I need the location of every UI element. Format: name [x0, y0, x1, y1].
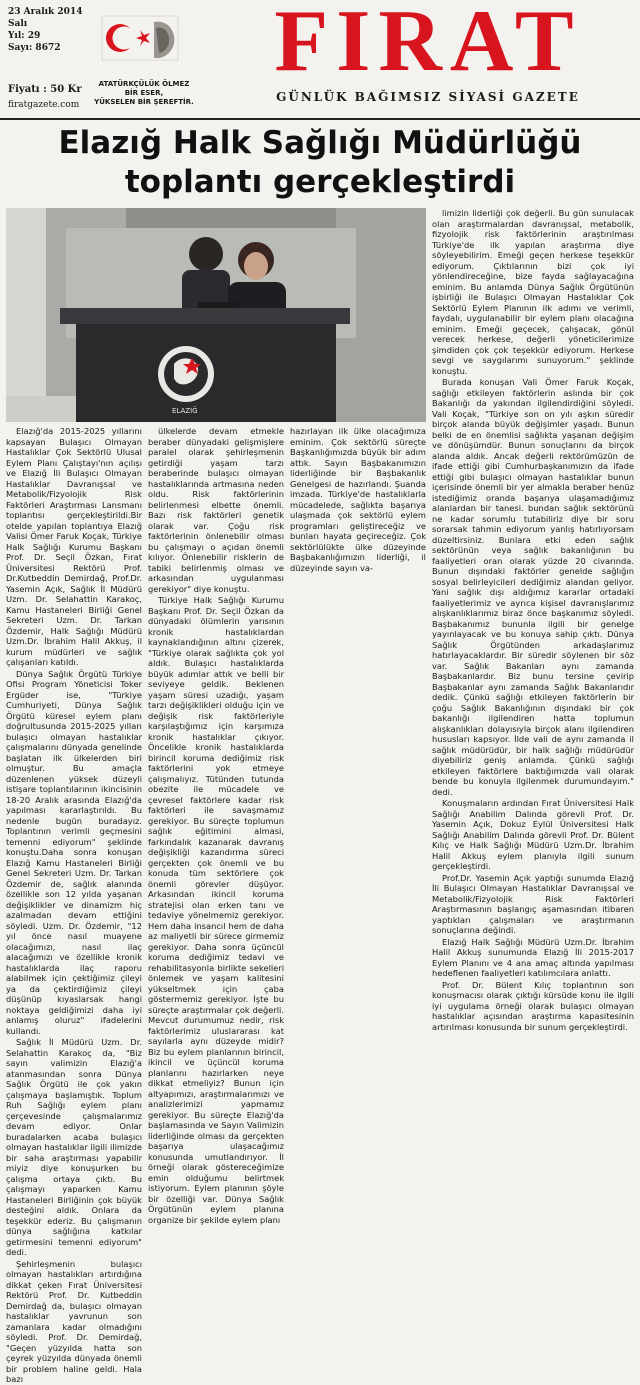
article-paragraph-continued: hazırlayan ilk ülke olacağımıza eminim. Çok sektörlü süreçte Başkanlığımızda büyük bir adım attık. Sayın Başbakanımızın liderliğinde bir Başbakanlık Genelgesi de hazırlandı. Şuanda imzada. Türkiye'de hastalıklarla mücadelede, sağlıkta başarıya ulaşmada çok sektörlü eylem programları geliştireceğiz ve bunları hayata geçireceğiz. Çok sektörlülükte ülke düzeyinde Başbakanlığımızın liderliği, il düzeyinde sayın va-	[290, 426, 426, 573]
article-paragraph: Elazığ'da 2015-2025 yıllarını kapsayan Bulaşıcı Olmayan Hastalıklar Çok Sektörlü Ulusal Eylem Planı Çalıştayı'nın açılışı ve Elazığ İli Bulaşıcı Olmayan Hastalıklar Davranışsal ve Metabolik/Fizyolojik Risk Faktörleri Araştırması Lansmanı toplantısı gerçekleştirildi.Bir otelde yapılan toplantıya Elazığ Valisi Ömer Faruk Koçak, Türkiye Halk Sağlığı Kurumu Başkanı Prof. Dr. Seçil Özkan, Fırat Üniversitesi Rektörü Prof. Dr.Kutbeddin Demirdağ, Prof.Dr. Yasemin Açık, Sağlık İl Müdürü Uzm. Dr. Selahattin Karakoç, Kamu Hastaneleri Birliği Genel Sekreteri Uzm. Dr. Tarkan Özdemir, Halk Sağlığı Müdürü Uzm.Dr. İbrahim Halil Akkuş, il kurum müdürleri ve sağlık çalışanları katıldı.	[6, 426, 142, 667]
issue-day: Salı	[8, 19, 28, 29]
masthead	[0, 0, 640, 120]
article-paragraph: Elazığ Halk Sağlığı Müdürü Uzm.Dr. İbrahim Halil Akkuş sunumunda Elazığ İli 2015-2017 Eylem Planını ve 4 ana amaç altında yapılması hedeflenen faaliyetleri katılımcılara anlattı.	[432, 936, 634, 978]
crescent-star-ataturk-logo	[92, 8, 188, 68]
issue-year: Yıl: 29	[8, 31, 41, 41]
headline-line: Elazığ Halk Sağlığı Müdürlüğü	[58, 125, 582, 161]
quote-line: ATATÜRKÇÜLÜK ÖLMEZ	[98, 80, 190, 88]
article-paragraph: Türkiye Halk Sağlığı Kurumu Başkanı Prof. Dr. Seçil Özkan da dünyadaki ölümlerin yarısının kronik hastalıklardan kaynaklandığının altını çizerek, "Türkiye olarak sağlıkta çok yol aldık. Bulaşıcı hastalıklarda büyük adımlar attık ve belli bir seviyeye geldik. Beklenen yaşam süresi uzadığı, yaşam tarzı değişiklikleri olduğu için ve değişik risk faktörleriyle karşılaştığımız için karşımıza kronik hastalıklar çıkıyor. Öncelikle kronik hastalıklarda birincil koruma dediğimiz risk faktörlerini yok etmeye çalışmalıyız. Tütünden tutunda obezite ile mücadele ve çevresel faktörlere kadar risk faktörleri ile savaşmamız gerekiyor. Bu süreçte toplumun sağlık eğitimini almasi, farkındalık kazanarak davranış değişikliği kazandırma süreci gerçekten çok önemli ve bu konuda tüm sektörlere çok önemli görevler düşüyor. Arkasından ikincil koruma stratejisi olan erken tanı ve tedaviye yönelmemiz gerekiyor. Hem daha insancıl hem de daha az maliyetli bir sürece girmemiz gerekiyor. Daha sonra üçüncül koruma dediğimiz tedavi ve rehabilitasyonla birlikte sekelleri önlemek ve yaşam kalitesini yükseltmek için çaba göstermemiz gerekiyor. İşte bu süreçte araştırmalar çok değerli. Mevcut durumumuz nedir, risk faktörlerimiz uluslararası kat sayılarla aynı düzeyde midir? Biz bu eylem planlarının birincil, ikincil ve üçüncül koruma planlarını hazırlarken neye dikkat etmeliyiz? Bunun için altyapımızı, araştırmalarımızı ve analizlerimizi yapmamız gerekiyor. Bu süreçte Elazığ'da başlamasında ve Sayın Valimizin liderliğinde olması da gerçekten başarıya ulaşacağımız konusunda umutlandırıyor. İl örneği olarak göstereceğimize emin olduğumu belirtmek istiyorum. Eylem planının şöyle bir özelliği var. Dünya Sağlık Örgütünün eylem planına organize bir şekilde eylem planı	[148, 595, 284, 1225]
issue-date: 23 Aralık 2014	[8, 7, 83, 17]
article-column-1	[6, 426, 142, 1384]
quote-line: BİR ESER,	[124, 89, 164, 97]
issue-info	[8, 6, 88, 54]
issue-number: Sayı: 8672	[8, 43, 61, 53]
article-paragraph: Burada konuşan Vali Ömer Faruk Koçak, sağlığı etkileyen faktörlerin aslında bir çok Bakanlığı da yakından ilgilendirdiğini söyledi. Vali Koçak, "Türkiye son on yılı aşkın süredir birçok alanda büyük değişimler yaşadı. Bunun belki de en önemlisi sağlıkta yaşanan değişim ve dönüşümdür. Bunun sonuçlarını da birçok alanda aldık. Ancak değerli rektörümüzün de ifade ettiği gibi Cumhurbaşkanımızın da ifade ettiği gibi bulaşıcı olmayan hastalıklar bunun içerisinde önemli bir yer almakla beraber henüz istediğimiz oranda başarıya ulaşamadığımız alanlardan bir tanesi. bundan sağlık sektörünü ne kadar sorumlu tutabiliriz diye bir soru sorarsak tahmin ediyorum yanlış hatırlıyorsam düzeltirsiniz. Bunlara etki eden sağlık sektörünün veya sağlık bakanlığının bu faaliyetleri oran olarak yüzde 20 civarında. Bunun dışındaki faktörler genelde sağlığın sosyal belirleyicileri dediğimiz alandan geliyor. Yani sağlık dışı aldığımız kararlar ortadaki faaliyetlerimiz ve ayrıca kişisel davranışlarımız alışkanlıklarımız biraz önce başkanımız söyledi. Başbakanımız bununla ilgili bir genelge yayınlayacak ve bu konuya sahip çıktı. Dünya Sağlık Örgütünden arkadaşlarımız hatırlayacaklardır. Bir süredir söylenen bir söz var. Sağlık Bakanları aynı zamanda Başbakanlardır. Biz bunu tersine çevirip Başbakanlar aynı zamanda Sağlık Bakanlarıdır dedik. Çünkü sağlığı etkileyen faktörlerin bir çoğu Sağlık Bakanlığının dışındaki bir çok bakanlığı ilgilendiren hatta toplumun alışkanlıkları dolayısıyla birçok alanı ilgilendiren hususları kapsıyor. İlde vali de aynı zamanda il sağlık müdürüdür, bir halk sağlığı müdürüdür diyebiliriz geniş anlamda. Çünkü sağlığı etkileyen faktörlere baktığımızda vali olarak bende bu konuyla ilgilenmek durumundayım." dedi.	[432, 377, 634, 797]
article-column-2	[148, 426, 284, 1234]
article-paragraph: Konuşmaların ardından Fırat Üniversitesi Halk Sağlığı Anabilim Dalında görevli Prof. Dr. Yasemin Açık, Dokuz Eylül Üniversitesi Halk Sağlığı Anabilim Dalında görevli Prof. Dr. Bülent Kılıç ve Halk Sağlığı Müdürü Uzm.Dr. İbrahim Halil Akkuş eylem planıyla ilgili sunum gerçekleştirdi.	[432, 798, 634, 871]
article-paragraph: Prof. Dr. Bülent Kılıç toplantının son konuşmacısı olarak çıktığı kürsüde konu ile ilgili iyi uygulama örneği olarak bulaşıcı olmayan hastalıklar açısından araştırma kapasitesinin artırılması konusunda bir sunum gerçekleştirdi.	[432, 979, 634, 1032]
article-paragraph: Sağlık İl Müdürü Uzm. Dr. Selahattin Karakoç da, "Biz sayın valimizin Elazığ'a atanmasından sonra Dünya Sağlık Örgütü ile çok yakın çalışmaya başlamıştık. Toplum Ruh Sağlığı eylem planı çerçevesinde çalışmalarımız devam ediyor. Onlar buradalarken acaba bulaşıcı olmayan hastalıklar ilgili ilimizde bir saha araştırması yapabilir miyiz diye konuşurken bu çalışma ortaya çıktı. Bu çalışmayı yaparken Kamu Hastaneleri Birliğinin çok büyük desteğini aldık. Onlara da teşekkür ederiz. Bu çalışmanın dünya sağlığına katkılar getirmesini temenni ediyorum" dedi.	[6, 1037, 142, 1257]
meeting-podium-photo	[6, 208, 426, 422]
article-headline	[0, 118, 640, 204]
article-column-3	[290, 426, 426, 1234]
article-photo	[6, 208, 426, 422]
headline-line: toplantı gerçekleştirdi	[124, 164, 516, 200]
price: Fiyatı : 50 Kr	[8, 84, 82, 95]
article-paragraph: Dünya Sağlık Örgütü Türkiye Ofisi Program Yöneticisi Toker Ergüder ise, "Türkiye Cumhuriyeti, Dünya Sağlık Örgütü küresel eylem planı doğrultusunda 2015-2025 yılları bulaşıcı olmayan hastalıklar çalışmalarını dünyada genelinde başlatan ilk ülkelerden biri olmuştur. Bu amaçla düzenlenen yüksek düzeyli istişare toplantılarının ikincisinin 18-20 Aralık arasında Elazığ'da yapılması kararlaştırıldı. Bu nedenle bugün buradayız. Toplantının verimli geçmesini temenni ediyorum" şeklinde konuştu.Daha sonra konuşan Elazığ Kamu Hastaneleri Birliği Genel Sekreteri Uzm. Dr. Tarkan Özdemir de, sağlık alanında özellikle son 12 yılda yaşanan değişiklikler ve dinamizm hiç azalmadan devam ettiğini söyledi. Uzm. Dr. Özdemir, "12 yıl önce nasıl muayene olacağımızı, nasıl ilaç alacağımızı ve özellikle kronik hastalıklarda ilaç raporu alabilmek için çektiğimiz çileyi ya da çektirdiğimiz çileyi düşünüp kıyaslarsak hangi noktaya geldiğimizi daha iyi anlamış oluruz" ifadelerini kullandı.	[6, 668, 142, 1036]
article-paragraph: limizin liderliği çok değerli. Bu gün sunulacak olan araştırmalardan davranışsal, metabolik, fizyolojik risk faktörlerinin araştırılması Türkiye'de ilk yapılan araştırma diye söyleyebilirim. Emeği geçen herkese teşekkür ediyorum. Çıktılarının bizi çok iyi yönlendireceğine, bize fayda sağlayacağına eminim. Bu anlamda Dünya Sağlık Örgütünün işbirliği ile Bulaşıcı Olmayan Hastalıklar Çok Sektörlü Eylem Planının ilk adımı ve verimli, faydalı, uygulanabilir bir eylem planı olacağına eminim. Emeği geçecek, çalışacak, gönül verecek herkese, değerli yöneticilerimize şimdiden çok çok teşekkür ediyorum. Herkese sevgi ve saygılarımı sunuyorum." şeklinde konuştu.	[432, 208, 634, 376]
newspaper-tagline: GÜNLÜK BAĞIMSIZ SİYASİ GAZETE	[276, 90, 580, 104]
article-column-4	[432, 208, 634, 1234]
podium-label: ELAZIĞ	[172, 407, 198, 415]
website: firatgazete.com	[8, 100, 80, 110]
newspaper-name: FIRAT	[274, 0, 582, 90]
article-paragraph: ülkelerde devam etmekle beraber dünyadaki gelişmişlere paralel olarak şehirleşmenin getirdiği yaşam tarzı beraberinde bulaşıcı olmayan hastalıklarında artmasına neden oldu. Risk faktörlerinin belirlenmesi elbette önemli. Bazı risk faktörleri genetik olarak var. Çoğu risk faktörlerinin önlenebilir olması bu çalışmayı o açıdan önemli kılıyor. Önlenebilir risklerin de tabiki belirlenmiş olması ve arkasından uygulanması gerekiyor" diye konuştu.	[148, 426, 284, 594]
article-paragraph: Şehirleşmenin bulaşıcı olmayan hastalıkları artırdığına dikkat çeken Fırat Üniversitesi Rektörü Prof. Dr. Kutbeddin Demirdağ da, bulaşıcı olmayan hastalıklar yavrunun son zamanlara kadar olmadığını söyledi. Prof. Dr. Demirdağ, "Geçen yüzyılda hatta son çeyrek yüzyılda dünyada önemli bir problem haline geldi. Hala bazı	[6, 1258, 142, 1384]
ataturk-quote	[86, 80, 202, 107]
quote-line: YÜKSELEN BİR ŞEREFTİR.	[94, 98, 194, 106]
article-paragraph: Prof.Dr. Yasemin Açık yaptığı sunumda Elazığ İli Bulaşıcı Olmayan Hastalıklar Davranışsal ve Metabolik/Fizyolojik Risk Faktörleri Araştırmasının başlangıç aşamasından itibaren yaptıkları çalışmaları ve araştırmanın sonuçlarına değindi.	[432, 872, 634, 935]
